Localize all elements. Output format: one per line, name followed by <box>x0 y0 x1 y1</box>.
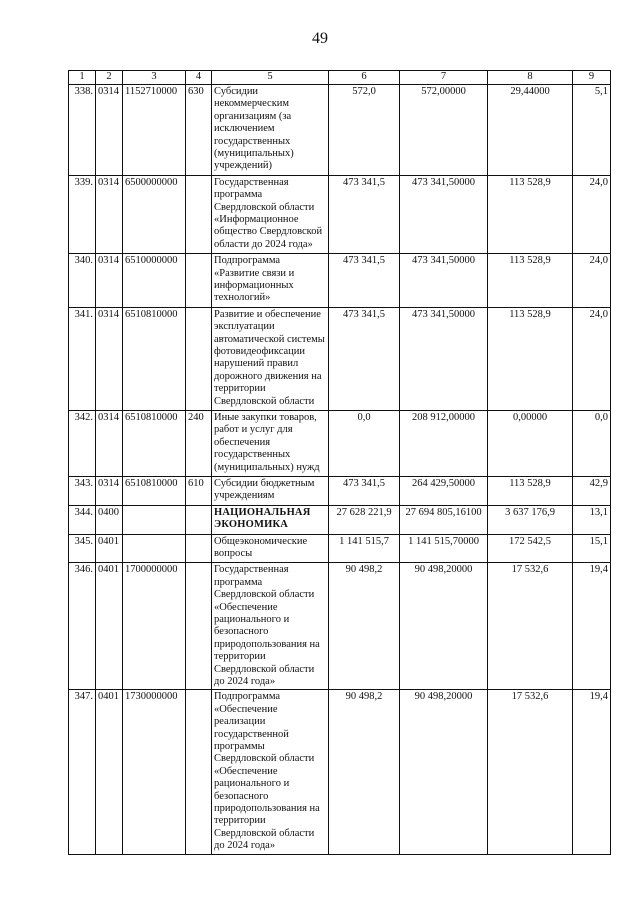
row-number-cell: 341. <box>69 307 96 410</box>
revised-amount-cell: 264 429,50000 <box>400 476 488 505</box>
execution-percent-cell: 19,4 <box>573 690 611 854</box>
target-article-cell: 1152710000 <box>123 85 186 176</box>
expense-type-cell <box>186 307 212 410</box>
execution-percent-cell: 42,9 <box>573 476 611 505</box>
table-row <box>69 307 611 410</box>
item-name-cell: Государственная программа Свердловской области «Обеспечение рационального и безопасного природопользования на территории Свердловской области до 2024 года» <box>212 563 329 690</box>
table-body <box>69 85 611 855</box>
revised-amount-cell: 473 341,50000 <box>400 254 488 308</box>
target-article-cell <box>123 534 186 563</box>
target-article-cell: 6510810000 <box>123 476 186 505</box>
table-row <box>69 505 611 534</box>
execution-percent-cell: 0,0 <box>573 410 611 476</box>
table-row <box>69 476 611 505</box>
section-code-cell: 0400 <box>96 505 123 534</box>
approved-amount-cell: 90 498,2 <box>329 690 400 854</box>
revised-amount-cell: 90 498,20000 <box>400 690 488 854</box>
table-row <box>69 563 611 690</box>
approved-amount-cell: 1 141 515,7 <box>329 534 400 563</box>
execution-percent-cell: 15,1 <box>573 534 611 563</box>
executed-amount-cell: 113 528,9 <box>488 307 573 410</box>
column-header: 2 <box>96 71 123 85</box>
item-name-cell: НАЦИОНАЛЬНАЯ ЭКОНОМИКА <box>212 505 329 534</box>
expense-type-cell <box>186 505 212 534</box>
row-number-cell: 340. <box>69 254 96 308</box>
target-article-cell: 6510810000 <box>123 307 186 410</box>
column-header: 8 <box>488 71 573 85</box>
table-row <box>69 175 611 253</box>
revised-amount-cell: 473 341,50000 <box>400 307 488 410</box>
column-header: 4 <box>186 71 212 85</box>
section-code-cell: 0314 <box>96 85 123 176</box>
executed-amount-cell: 172 542,5 <box>488 534 573 563</box>
approved-amount-cell: 572,0 <box>329 85 400 176</box>
row-number-cell: 342. <box>69 410 96 476</box>
revised-amount-cell: 90 498,20000 <box>400 563 488 690</box>
row-number-cell: 346. <box>69 563 96 690</box>
section-code-cell: 0314 <box>96 254 123 308</box>
table-header-row <box>69 71 611 85</box>
column-header: 6 <box>329 71 400 85</box>
approved-amount-cell: 473 341,5 <box>329 307 400 410</box>
expense-type-cell <box>186 690 212 854</box>
executed-amount-cell: 17 532,6 <box>488 690 573 854</box>
column-header: 7 <box>400 71 488 85</box>
execution-percent-cell: 24,0 <box>573 307 611 410</box>
approved-amount-cell: 90 498,2 <box>329 563 400 690</box>
expense-type-cell: 240 <box>186 410 212 476</box>
revised-amount-cell: 1 141 515,70000 <box>400 534 488 563</box>
target-article-cell: 6510000000 <box>123 254 186 308</box>
revised-amount-cell: 208 912,00000 <box>400 410 488 476</box>
row-number-cell: 344. <box>69 505 96 534</box>
approved-amount-cell: 473 341,5 <box>329 175 400 253</box>
execution-percent-cell: 13,1 <box>573 505 611 534</box>
target-article-cell: 1700000000 <box>123 563 186 690</box>
revised-amount-cell: 473 341,50000 <box>400 175 488 253</box>
expense-type-cell: 630 <box>186 85 212 176</box>
table-row <box>69 690 611 854</box>
executed-amount-cell: 3 637 176,9 <box>488 505 573 534</box>
section-code-cell: 0401 <box>96 534 123 563</box>
column-header: 3 <box>123 71 186 85</box>
approved-amount-cell: 473 341,5 <box>329 254 400 308</box>
row-number-cell: 343. <box>69 476 96 505</box>
execution-percent-cell: 19,4 <box>573 563 611 690</box>
row-number-cell: 347. <box>69 690 96 854</box>
row-number-cell: 339. <box>69 175 96 253</box>
execution-percent-cell: 24,0 <box>573 254 611 308</box>
item-name-cell: Субсидии бюджетным учреждениям <box>212 476 329 505</box>
revised-amount-cell: 27 694 805,16100 <box>400 505 488 534</box>
expense-type-cell <box>186 254 212 308</box>
section-code-cell: 0401 <box>96 690 123 854</box>
item-name-cell: Подпрограмма «Развитие связи и информационных технологий» <box>212 254 329 308</box>
expense-type-cell <box>186 563 212 690</box>
approved-amount-cell: 27 628 221,9 <box>329 505 400 534</box>
target-article-cell: 1730000000 <box>123 690 186 854</box>
row-number-cell: 345. <box>69 534 96 563</box>
item-name-cell: Субсидии некоммерческим организациям (за исключением государственных (муниципальных) учреждений) <box>212 85 329 176</box>
section-code-cell: 0401 <box>96 563 123 690</box>
execution-percent-cell: 24,0 <box>573 175 611 253</box>
expense-type-cell <box>186 534 212 563</box>
budget-table <box>68 70 611 855</box>
execution-percent-cell: 5,1 <box>573 85 611 176</box>
expense-type-cell: 610 <box>186 476 212 505</box>
row-number-cell: 338. <box>69 85 96 176</box>
executed-amount-cell: 0,00000 <box>488 410 573 476</box>
section-code-cell: 0314 <box>96 307 123 410</box>
item-name-cell: Подпрограмма «Обеспечение реализации государственной программы Свердловской области «Обеспечение рационального и безопасного природопользования на территории Свердловской области до 2024 года» <box>212 690 329 854</box>
section-code-cell: 0314 <box>96 410 123 476</box>
table-row <box>69 410 611 476</box>
approved-amount-cell: 0,0 <box>329 410 400 476</box>
column-header: 9 <box>573 71 611 85</box>
revised-amount-cell: 572,00000 <box>400 85 488 176</box>
approved-amount-cell: 473 341,5 <box>329 476 400 505</box>
item-name-cell: Общеэкономические вопросы <box>212 534 329 563</box>
executed-amount-cell: 113 528,9 <box>488 254 573 308</box>
table-row <box>69 254 611 308</box>
item-name-cell: Иные закупки товаров, работ и услуг для обеспечения государственных (муниципальных) нужд <box>212 410 329 476</box>
target-article-cell <box>123 505 186 534</box>
item-name-cell: Государственная программа Свердловской области «Информационное общество Свердловской области до 2024 года» <box>212 175 329 253</box>
expense-type-cell <box>186 175 212 253</box>
executed-amount-cell: 113 528,9 <box>488 175 573 253</box>
table-row <box>69 85 611 176</box>
table-row <box>69 534 611 563</box>
column-header: 5 <box>212 71 329 85</box>
executed-amount-cell: 113 528,9 <box>488 476 573 505</box>
executed-amount-cell: 17 532,6 <box>488 563 573 690</box>
executed-amount-cell: 29,44000 <box>488 85 573 176</box>
page-number: 49 <box>312 30 328 47</box>
item-name-cell: Развитие и обеспечение эксплуатации автоматической системы фотовидеофиксации нарушений правил дорожного движения на территории Свердловской области <box>212 307 329 410</box>
target-article-cell: 6500000000 <box>123 175 186 253</box>
section-code-cell: 0314 <box>96 175 123 253</box>
target-article-cell: 6510810000 <box>123 410 186 476</box>
column-header: 1 <box>69 71 96 85</box>
section-code-cell: 0314 <box>96 476 123 505</box>
